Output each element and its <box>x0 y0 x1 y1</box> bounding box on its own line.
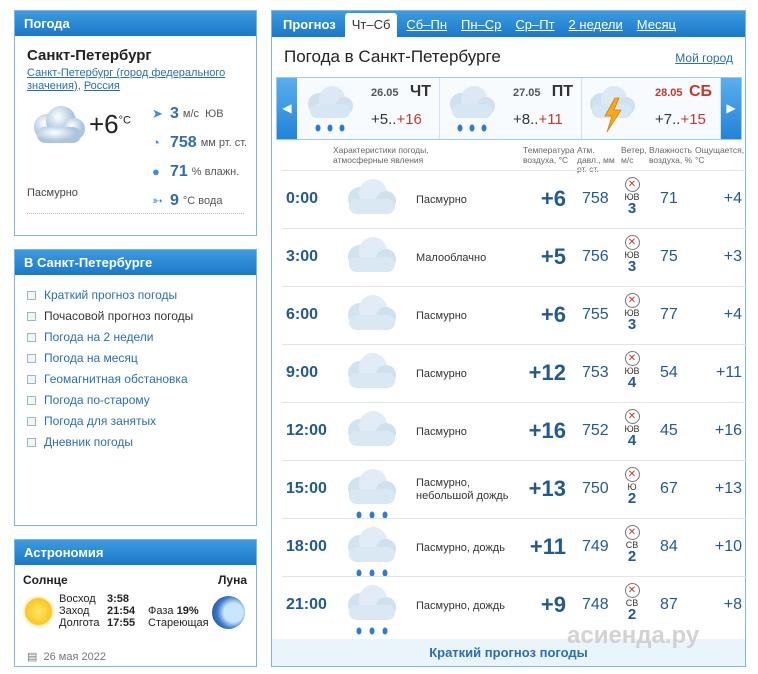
row-humidity: 54 <box>660 364 678 381</box>
cloud-icon <box>342 351 402 405</box>
wind-direction-icon: ✕ <box>625 177 640 192</box>
sun-times-values: 3:58 21:54 17:55 <box>107 593 136 629</box>
row-time: 3:00 <box>286 248 319 265</box>
row-wind: ✕ СВ 2 <box>625 585 639 623</box>
row-wind: ✕ ЮВ 3 <box>624 295 640 333</box>
next-arrow-icon[interactable]: ▶ <box>721 78 741 139</box>
day-date: 27.05 <box>513 87 541 99</box>
link-short-forecast[interactable]: Краткий прогноз погоды <box>27 285 193 306</box>
row-temperature: +13 <box>528 476 566 501</box>
current-weather-header: Погода <box>15 11 256 36</box>
link-geomagnetic[interactable]: Геомагнитная обстановка <box>27 369 193 390</box>
moon-icon <box>212 596 245 629</box>
country-link[interactable]: Россия <box>83 80 120 92</box>
city-region-link[interactable]: Санкт-Петербург (город федерального значения) <box>27 67 226 92</box>
row-pressure: 748 <box>582 596 609 613</box>
row-pressure: 755 <box>582 306 609 323</box>
row-pressure: 756 <box>582 248 609 265</box>
row-description: Пасмурно <box>416 310 467 322</box>
link-busy[interactable]: Погода для занятых <box>27 411 193 432</box>
row-humidity: 84 <box>660 538 678 555</box>
row-wind: ✕ ЮВ 4 <box>624 411 640 449</box>
row-wind: ✕ СВ 2 <box>625 527 639 565</box>
day-name: ЧТ <box>409 83 431 100</box>
table-row <box>282 170 747 228</box>
row-time: 18:00 <box>286 538 327 555</box>
table-row <box>282 286 747 344</box>
row-description: Пасмурно, дождь <box>416 600 505 612</box>
row-time: 12:00 <box>286 422 327 439</box>
tab-2-weeks[interactable]: 2 недели <box>568 17 623 32</box>
table-row <box>282 344 747 402</box>
row-humidity: 71 <box>660 190 678 207</box>
cloud-icon <box>342 293 402 347</box>
row-temperature: +12 <box>528 360 566 385</box>
row-wind: ✕ ЮВ 3 <box>624 237 640 275</box>
forecast-panel <box>271 10 746 667</box>
row-temperature: +16 <box>528 418 566 443</box>
astronomy-panel <box>14 539 257 667</box>
row-time: 0:00 <box>286 190 319 207</box>
row-pressure: 753 <box>582 364 609 381</box>
bullet-icon <box>27 375 36 384</box>
sun-icon <box>25 598 52 625</box>
row-pressure: 749 <box>582 538 609 555</box>
bullet-icon <box>27 438 36 447</box>
days-strip <box>276 77 742 140</box>
tab-mon-wed[interactable]: Пн–Ср <box>461 17 502 32</box>
sun-cloud-icon <box>342 235 402 289</box>
cloud-icon <box>342 177 402 231</box>
wind-direction-icon: ✕ <box>625 525 640 540</box>
humidity-param: ● 71 % влажн. <box>152 162 240 180</box>
city-name: Санкт-Петербург <box>27 47 152 64</box>
row-time: 21:00 <box>286 596 327 613</box>
row-temperature: +11 <box>529 534 566 559</box>
row-feels-like: +4 <box>723 190 742 207</box>
table-row <box>282 518 747 576</box>
row-pressure: 752 <box>582 422 609 439</box>
current-weather-panel <box>14 10 257 236</box>
astronomy-header: Астрономия <box>15 540 256 565</box>
wind-direction-icon: ✕ <box>625 351 640 366</box>
pressure-param: ◔ 758 мм рт. ст. <box>152 133 248 151</box>
row-humidity: 77 <box>660 306 678 323</box>
row-description: Пасмурно <box>416 368 467 380</box>
row-temperature: +6 <box>540 186 566 211</box>
row-wind: ✕ Ю 2 <box>624 467 640 506</box>
water-param: ➳ 9 °C вода <box>152 191 223 209</box>
bullet-icon <box>27 333 36 342</box>
city-full-name: Санкт-Петербург (город федерального значения), Россия <box>27 67 226 92</box>
row-feels-like: +8 <box>723 596 742 613</box>
row-description: Пасмурно <box>416 194 467 206</box>
row-humidity: 67 <box>660 480 678 497</box>
row-pressure: 758 <box>582 190 609 207</box>
row-wind: ✕ ЮВ 4 <box>624 353 640 391</box>
day-card-fri[interactable] <box>441 78 582 139</box>
row-feels-like: +10 <box>714 538 742 555</box>
drop-icon: ● <box>152 164 160 179</box>
row-humidity: 87 <box>660 596 678 613</box>
col-header-hum: Влажность воздуха, % <box>649 145 693 165</box>
row-temperature: +5 <box>540 244 566 269</box>
day-temp-range: +7..+15 <box>655 111 706 128</box>
col-header-wind: Ветер, м/с <box>621 145 647 165</box>
row-description: Малооблачно <box>416 252 487 264</box>
link-diary[interactable]: Дневник погоды <box>27 432 193 453</box>
tab-wed-fri[interactable]: Ср–Пт <box>515 17 555 32</box>
row-description: Пасмурно, дождь <box>416 542 505 554</box>
city-links-list <box>27 285 193 453</box>
row-feels-like: +11 <box>716 364 742 381</box>
row-temperature: +9 <box>540 592 566 617</box>
my-city-link[interactable]: Мой город <box>675 51 733 65</box>
sun-label: Солнце <box>23 573 68 587</box>
wind-arrow-icon: ➤ <box>152 105 163 121</box>
bullet-icon <box>27 396 36 405</box>
forecast-title: Погода в Санкт-Петербурге <box>284 47 501 66</box>
col-header-press: Атм. давл., мм рт. ст. <box>577 145 615 174</box>
moon-label: Луна <box>218 573 248 587</box>
thunderstorm-icon <box>585 84 639 136</box>
day-name: ПТ <box>551 83 573 100</box>
wind-direction-icon: ✕ <box>625 583 640 598</box>
row-description: Пасмурно, небольшой дождь <box>416 477 509 502</box>
row-time: 6:00 <box>286 306 319 323</box>
cloud-rain-icon <box>342 525 402 579</box>
tab-forecast: Прогноз <box>283 17 336 32</box>
link-month[interactable]: Погода на месяц <box>27 348 193 369</box>
watermark-logo: асиенда.ру <box>567 622 700 649</box>
current-temperature: $+6^{^\circ C}$ <box>89 109 131 139</box>
cloud-icon <box>342 409 402 463</box>
row-feels-like: +3 <box>723 248 742 265</box>
divider <box>27 213 244 214</box>
wind-direction-icon: ✕ <box>625 235 640 250</box>
day-name: СБ <box>688 83 712 100</box>
gauge-icon: ◔ <box>152 135 160 150</box>
astronomy-date: ▤ 26 мая 2022 <box>27 651 106 663</box>
row-feels-like: +13 <box>714 480 742 497</box>
day-date: 26.05 <box>371 87 399 99</box>
table-row <box>282 228 747 286</box>
col-header-temp: Температура воздуха, °C <box>523 145 575 165</box>
row-description: Пасмурно <box>416 426 467 438</box>
prev-arrow-icon[interactable]: ◀ <box>277 78 297 139</box>
day-card-thu[interactable] <box>299 78 440 139</box>
cloud-rain-icon <box>303 84 357 136</box>
wind-direction-icon: ✕ <box>625 293 640 308</box>
link-hourly-forecast: Почасовой прогноз погоды <box>27 306 193 327</box>
row-time: 9:00 <box>286 364 319 381</box>
city-links-panel <box>14 249 257 526</box>
tab-thu-sat[interactable]: Чт–Сб <box>345 13 398 37</box>
col-header-feel: Ощущается, °C <box>695 145 745 165</box>
moon-phase: Фаза 19% Стареющая <box>148 605 209 629</box>
row-time: 15:00 <box>286 480 327 497</box>
bullet-icon <box>27 312 36 321</box>
current-description: Пасмурно <box>27 187 78 199</box>
bullet-icon <box>27 354 36 363</box>
cloud-rain-icon <box>342 583 402 637</box>
tab-month[interactable]: Месяц <box>636 17 676 32</box>
row-temperature: +6 <box>540 302 566 327</box>
row-feels-like: +16 <box>714 422 742 439</box>
link-old-style[interactable]: Погода по-старому <box>27 390 193 411</box>
row-feels-like: +4 <box>723 306 742 323</box>
tab-sat-mon[interactable]: Сб–Пн <box>406 17 448 32</box>
wind-direction-icon: ✕ <box>625 409 640 424</box>
cloud-rain-icon <box>342 467 402 521</box>
table-row <box>282 402 747 460</box>
bullet-icon <box>27 291 36 300</box>
day-date: 28.05 <box>655 87 683 99</box>
forecast-tabs <box>272 11 745 37</box>
day-temp-range: +8..+11 <box>513 111 563 128</box>
fish-icon: ➳ <box>152 192 163 208</box>
day-temp-range: +5..+16 <box>371 111 422 128</box>
table-row <box>282 460 747 518</box>
row-wind: ✕ ЮВ 3 <box>624 179 640 217</box>
row-humidity: 75 <box>660 248 678 265</box>
current-params <box>152 99 247 215</box>
short-forecast-link[interactable]: Краткий прогноз погоды <box>272 639 745 666</box>
wind-direction-icon: ✕ <box>625 467 640 482</box>
day-card-sat[interactable] <box>583 78 721 139</box>
city-links-header: В Санкт-Петербурге <box>15 250 256 275</box>
cloud-icon <box>29 103 87 149</box>
row-humidity: 45 <box>660 422 678 439</box>
col-header-desc: Характеристики погоды, атмосферные явления <box>333 145 429 165</box>
row-pressure: 750 <box>582 480 609 497</box>
wind-param: ➤ 3 м/с ЮВ <box>152 104 224 122</box>
bullet-icon <box>27 417 36 426</box>
cloud-rain-icon <box>445 84 499 136</box>
link-2-weeks[interactable]: Погода на 2 недели <box>27 327 193 348</box>
sun-times-labels: Восход Заход Долгота <box>59 593 100 629</box>
